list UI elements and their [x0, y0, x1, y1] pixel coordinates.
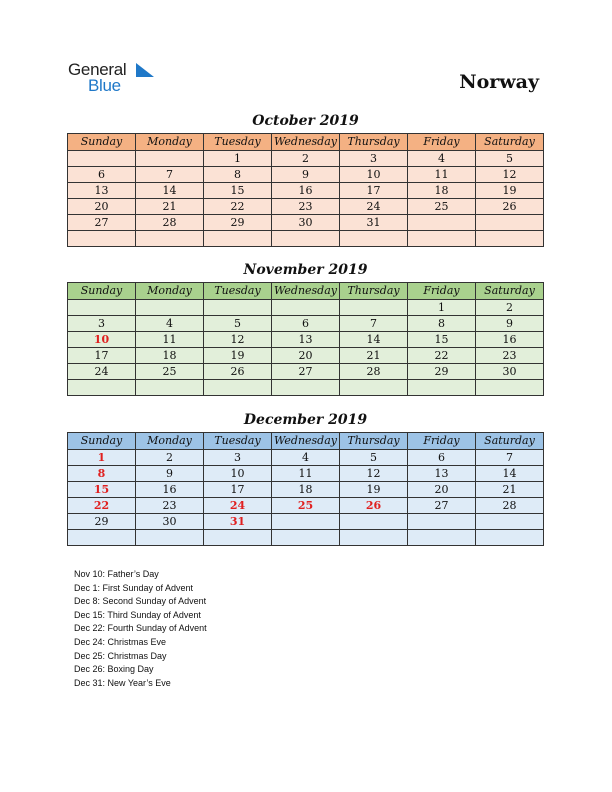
weekday-header: Tuesday — [204, 283, 272, 300]
holiday-list — [74, 568, 207, 690]
weekday-header: Monday — [136, 283, 204, 300]
day-cell — [408, 231, 476, 247]
day-cell — [68, 151, 136, 167]
day-cell: 28 — [476, 498, 544, 514]
week-row — [68, 332, 544, 348]
day-cell: 9 — [136, 466, 204, 482]
day-cell — [340, 380, 408, 396]
holiday-item: Dec 31: New Year’s Eve — [74, 677, 171, 688]
day-cell: 9 — [476, 316, 544, 332]
day-cell: 2 — [476, 300, 544, 316]
day-cell: 15 — [408, 332, 476, 348]
weekday-header-row — [68, 283, 544, 300]
day-cell: 29 — [408, 364, 476, 380]
day-cell: 21 — [476, 482, 544, 498]
month-title: November 2019 — [243, 262, 368, 278]
day-cell: 29 — [68, 514, 136, 530]
day-cell: 29 — [204, 215, 272, 231]
day-cell: 26 — [204, 364, 272, 380]
day-cell: 12 — [340, 466, 408, 482]
day-cell — [340, 514, 408, 530]
day-cell: 5 — [340, 450, 408, 466]
day-cell: 7 — [136, 167, 204, 183]
day-cell — [68, 231, 136, 247]
week-row — [68, 498, 544, 514]
day-cell: 16 — [136, 482, 204, 498]
day-cell — [68, 300, 136, 316]
day-cell: 23 — [272, 199, 340, 215]
day-cell: 8 — [68, 466, 136, 482]
day-cell: 14 — [476, 466, 544, 482]
week-row — [68, 183, 544, 199]
day-cell: 18 — [408, 183, 476, 199]
day-cell — [272, 530, 340, 546]
day-cell — [136, 151, 204, 167]
weekday-header: Thursday — [340, 283, 408, 300]
day-cell — [476, 380, 544, 396]
day-cell — [476, 530, 544, 546]
day-cell: 7 — [340, 316, 408, 332]
day-cell — [272, 380, 340, 396]
day-cell: 2 — [136, 450, 204, 466]
day-cell: 4 — [408, 151, 476, 167]
day-cell: 3 — [204, 450, 272, 466]
day-cell: 5 — [476, 151, 544, 167]
weekday-header: Thursday — [340, 134, 408, 151]
day-cell: 14 — [340, 332, 408, 348]
day-cell — [68, 530, 136, 546]
week-row — [68, 466, 544, 482]
week-row — [68, 316, 544, 332]
holiday-item: Dec 8: Second Sunday of Advent — [74, 596, 207, 607]
day-cell: 17 — [204, 482, 272, 498]
day-cell — [204, 231, 272, 247]
day-cell: 21 — [340, 348, 408, 364]
day-cell: 4 — [272, 450, 340, 466]
week-row — [68, 450, 544, 466]
day-cell: 27 — [68, 215, 136, 231]
month-grid — [67, 133, 544, 247]
day-cell: 1 — [204, 151, 272, 167]
day-cell: 24 — [204, 498, 272, 514]
week-row — [68, 215, 544, 231]
day-cell: 20 — [408, 482, 476, 498]
day-cell: 25 — [408, 199, 476, 215]
holiday-item: Dec 25: Christmas Day — [74, 650, 167, 661]
month-grid — [67, 432, 544, 546]
weekday-header: Thursday — [340, 433, 408, 450]
day-cell — [476, 231, 544, 247]
day-cell — [340, 530, 408, 546]
day-cell: 20 — [272, 348, 340, 364]
day-cell: 26 — [476, 199, 544, 215]
weekday-header: Sunday — [68, 433, 136, 450]
weekday-header: Saturday — [476, 433, 544, 450]
weekday-header: Tuesday — [204, 433, 272, 450]
day-cell: 13 — [272, 332, 340, 348]
weekday-header-row — [68, 433, 544, 450]
weekday-header: Friday — [408, 433, 476, 450]
month-title: October 2019 — [252, 113, 359, 129]
week-row — [68, 151, 544, 167]
day-cell — [408, 380, 476, 396]
day-cell: 6 — [68, 167, 136, 183]
holiday-item: Nov 10: Father’s Day — [74, 569, 159, 579]
day-cell: 22 — [408, 348, 476, 364]
day-cell: 12 — [204, 332, 272, 348]
holiday-item: Dec 15: Third Sunday of Advent — [74, 609, 201, 620]
day-cell: 17 — [68, 348, 136, 364]
day-cell — [68, 380, 136, 396]
day-cell: 28 — [340, 364, 408, 380]
weekday-header: Friday — [408, 134, 476, 151]
day-cell: 23 — [136, 498, 204, 514]
day-cell: 30 — [476, 364, 544, 380]
holiday-item: Dec 1: First Sunday of Advent — [74, 582, 194, 593]
day-cell — [340, 300, 408, 316]
day-cell — [408, 514, 476, 530]
week-row — [68, 514, 544, 530]
holiday-item: Dec 22: Fourth Sunday of Advent — [74, 623, 207, 634]
weekday-header: Tuesday — [204, 134, 272, 151]
day-cell: 22 — [68, 498, 136, 514]
brand-logo — [68, 61, 126, 94]
day-cell: 12 — [476, 167, 544, 183]
day-cell: 10 — [340, 167, 408, 183]
day-cell: 1 — [408, 300, 476, 316]
day-cell: 25 — [136, 364, 204, 380]
day-cell: 9 — [272, 167, 340, 183]
day-cell — [272, 300, 340, 316]
holiday-item: Dec 24: Christmas Eve — [74, 636, 167, 647]
day-cell: 24 — [340, 199, 408, 215]
day-cell — [136, 530, 204, 546]
day-cell: 1 — [68, 450, 136, 466]
day-cell: 28 — [136, 215, 204, 231]
calendar-november — [67, 261, 544, 396]
day-cell — [476, 514, 544, 530]
day-cell: 17 — [340, 183, 408, 199]
day-cell: 10 — [68, 332, 136, 348]
day-cell — [272, 514, 340, 530]
day-cell: 22 — [204, 199, 272, 215]
day-cell: 8 — [408, 316, 476, 332]
day-cell: 14 — [136, 183, 204, 199]
day-cell — [136, 231, 204, 247]
day-cell — [204, 530, 272, 546]
day-cell: 2 — [272, 151, 340, 167]
day-cell: 31 — [340, 215, 408, 231]
day-cell: 5 — [204, 316, 272, 332]
weekday-header: Sunday — [68, 283, 136, 300]
weekday-header: Wednesday — [272, 433, 340, 450]
day-cell: 7 — [476, 450, 544, 466]
weekday-header-row — [68, 134, 544, 151]
day-cell: 3 — [68, 316, 136, 332]
day-cell: 30 — [136, 514, 204, 530]
week-row — [68, 530, 544, 546]
month-title: December 2019 — [243, 412, 368, 428]
week-row — [68, 348, 544, 364]
brand-line2: Blue — [88, 76, 121, 95]
day-cell: 3 — [340, 151, 408, 167]
day-cell — [408, 215, 476, 231]
week-row — [68, 300, 544, 316]
brand-line1: General — [68, 60, 127, 79]
day-cell: 27 — [272, 364, 340, 380]
day-cell: 19 — [476, 183, 544, 199]
day-cell: 18 — [136, 348, 204, 364]
weekday-header: Wednesday — [272, 283, 340, 300]
week-row — [68, 199, 544, 215]
day-cell — [204, 300, 272, 316]
country-title: Norway — [459, 71, 539, 93]
weekday-header: Monday — [136, 134, 204, 151]
weekday-header: Sunday — [68, 134, 136, 151]
day-cell: 16 — [476, 332, 544, 348]
day-cell: 13 — [408, 466, 476, 482]
logo-flag-icon — [134, 63, 154, 77]
week-row — [68, 380, 544, 396]
day-cell: 23 — [476, 348, 544, 364]
day-cell: 26 — [340, 498, 408, 514]
day-cell: 31 — [204, 514, 272, 530]
week-row — [68, 364, 544, 380]
week-row — [68, 167, 544, 183]
day-cell: 16 — [272, 183, 340, 199]
day-cell: 20 — [68, 199, 136, 215]
day-cell — [272, 231, 340, 247]
day-cell: 27 — [408, 498, 476, 514]
day-cell — [408, 530, 476, 546]
week-row — [68, 482, 544, 498]
weekday-header: Friday — [408, 283, 476, 300]
day-cell — [476, 215, 544, 231]
calendar-december — [67, 411, 544, 546]
day-cell: 19 — [340, 482, 408, 498]
day-cell: 19 — [204, 348, 272, 364]
day-cell: 25 — [272, 498, 340, 514]
day-cell — [136, 380, 204, 396]
day-cell: 21 — [136, 199, 204, 215]
day-cell: 15 — [68, 482, 136, 498]
calendar-october — [67, 112, 544, 247]
day-cell: 11 — [408, 167, 476, 183]
day-cell: 8 — [204, 167, 272, 183]
day-cell: 30 — [272, 215, 340, 231]
week-row — [68, 231, 544, 247]
day-cell: 11 — [272, 466, 340, 482]
day-cell: 10 — [204, 466, 272, 482]
weekday-header: Saturday — [476, 134, 544, 151]
day-cell — [204, 380, 272, 396]
weekday-header: Wednesday — [272, 134, 340, 151]
day-cell: 11 — [136, 332, 204, 348]
day-cell — [136, 300, 204, 316]
day-cell: 24 — [68, 364, 136, 380]
day-cell: 4 — [136, 316, 204, 332]
day-cell: 6 — [408, 450, 476, 466]
day-cell — [340, 231, 408, 247]
weekday-header: Saturday — [476, 283, 544, 300]
day-cell: 6 — [272, 316, 340, 332]
day-cell: 18 — [272, 482, 340, 498]
day-cell: 13 — [68, 183, 136, 199]
month-grid — [67, 282, 544, 396]
holiday-item: Dec 26: Boxing Day — [74, 664, 154, 675]
day-cell: 15 — [204, 183, 272, 199]
weekday-header: Monday — [136, 433, 204, 450]
